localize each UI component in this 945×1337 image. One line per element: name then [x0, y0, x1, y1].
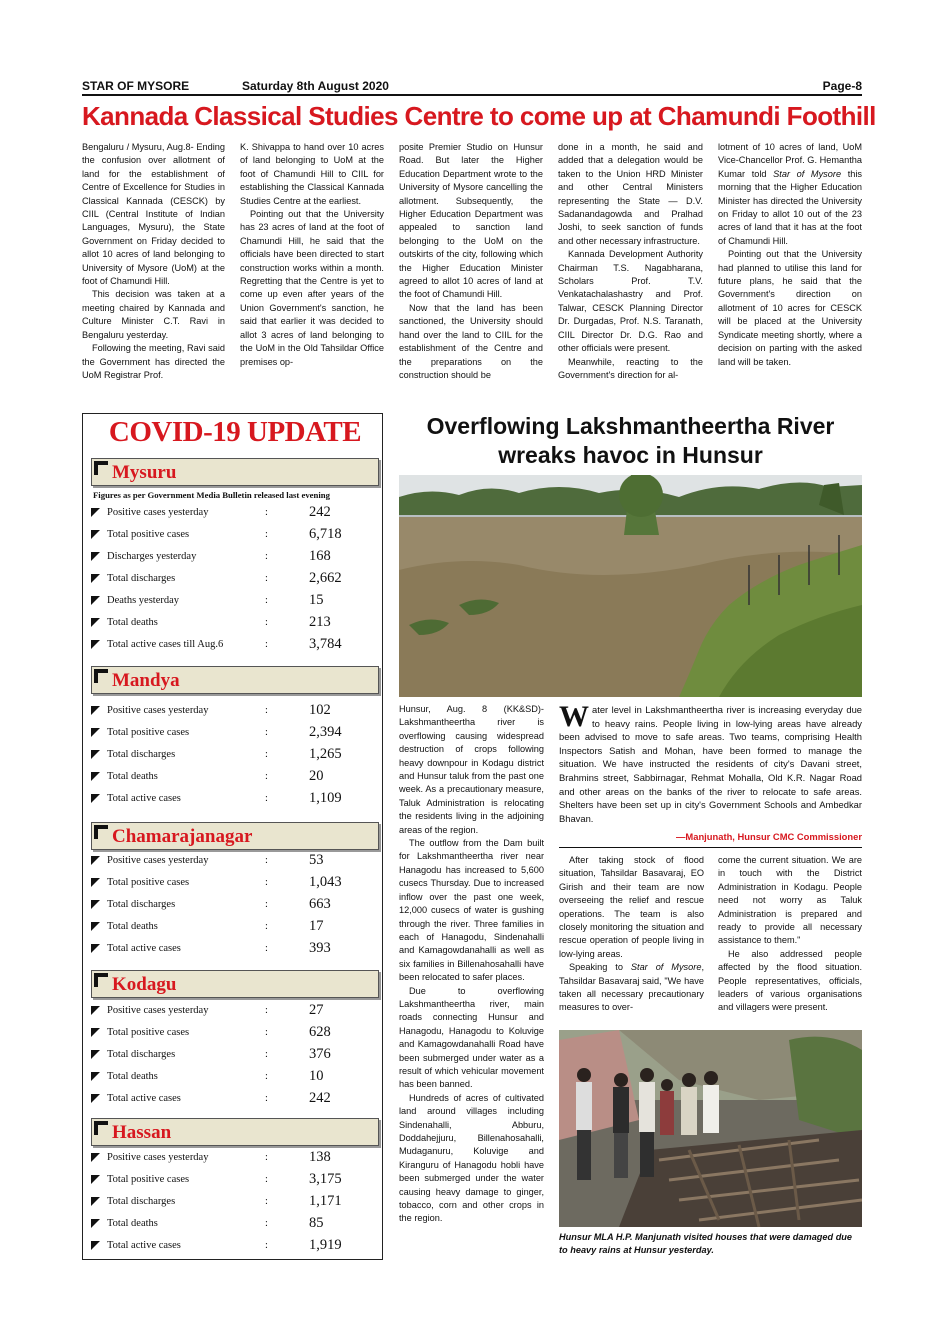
story1-c1-p1: Bengaluru / Mysuru, Aug.8- Ending the confusion over allotment of land for the establishment of Centre of Excellence for Studies in Classical Kannada (CESCK) by CIIL (Central Institute of Indian Languages, Mysuru), the State Government on Friday decided to allot 10 acres of land belonging to University of Mysore (UoM) at the foot of Chamundi Hill.	[82, 142, 225, 287]
story1-column-2	[240, 141, 384, 407]
stat-row: Total positive cases : 6,718	[91, 526, 381, 546]
covid-title: COVID-19 UPDATE	[108, 416, 362, 448]
stat-row: Positive cases yesterday : 27	[91, 1002, 381, 1022]
district-chamarajanagar: Chamarajanagar	[91, 822, 379, 850]
story2-c1-p1: Hunsur, Aug. 8 (KK&SD)- Lakshmantheertha river is overflowing causing widespread destruction of crops following heavy downpour in Kodagu district and Hunsur taluk from the past one week. As a precautionary measure, Taluk Administration is relocating the residents living in the adjoining areas of the region.	[399, 704, 544, 835]
district-hassan: Hassan	[91, 1118, 379, 1146]
newspaper-name: STAR OF MYSORE	[82, 79, 190, 93]
story1-c5-p2: Pointing out that the University had planned to utilise this land for future plans, he said that the Government's direction on allotment of 10 acres for CESCK will be placed at the University Syndicate meeting shortly, where a decision on parting with the asked land will be taken.	[718, 249, 862, 367]
story2-column-3	[718, 854, 862, 1022]
header-rule	[82, 94, 862, 96]
page-number: Page-8	[822, 79, 862, 93]
issue-date: Saturday 8th August 2020	[242, 79, 389, 93]
drop-cap: W	[559, 700, 589, 733]
stat-row: Positive cases yesterday : 242	[91, 504, 381, 524]
stat-row: Total deaths : 20	[91, 768, 381, 788]
flood-photo	[399, 475, 862, 697]
story1-c4-p1: done in a month, he said and added that a delegation would be taken to the Union HRD Minister and other Central Ministers representing the State — D.V. Sadanandagowda and Pralhad Joshi, to seek sanction of funds and other necessary infrastructure.	[558, 142, 703, 246]
stat-row: Total deaths : 213	[91, 614, 381, 634]
story1-column-1	[82, 141, 225, 407]
stat-row: Total positive cases : 2,394	[91, 724, 381, 744]
stat-row: Total deaths : 85	[91, 1215, 381, 1235]
story1-c4-p3: Meanwhile, reacting to the Government's direction for al-	[558, 356, 703, 380]
story1-c3-p2: Now that the land has been sanctioned, the University should hand over the land to CIIL for the establishment of the Centre and the preparations on the construction should be	[399, 302, 543, 380]
stat-row: Positive cases yesterday : 102	[91, 702, 381, 722]
story1-c3-p1: posite Premier Studio on Hunsur Road. But later the Higher Education Department wrote to the University of Mysore cancelling the allotment. Subsequently, the Higher Education Department was appealed to sanction land belonging to the UoM on the outskirts of the city, following which the Higher Education Minister agreed to allot 10 acres of land at the foot of Chamundi Hill.	[399, 142, 543, 300]
story2-c1-p2: The outflow from the Dam built for Lakshmantheertha river near Hanagodu has increased to 5,600 cusecs Thursday. Due to increased inflow over the past one week, 12,000 cusecs of water is gushing through the river. Three families in each of Hanagodu, Sindenahalli and Kamagowdanahalli as well as six families in Billenahosahalli have been relocated to safer places.	[399, 838, 544, 983]
stat-row: Total discharges : 2,662	[91, 570, 381, 590]
stat-row: Total active cases : 242	[91, 1090, 381, 1110]
story2-column-2	[559, 854, 704, 1022]
stat-row: Total discharges : 1,265	[91, 746, 381, 766]
stat-row: Total active cases till Aug.6 : 3,784	[91, 636, 381, 656]
stat-row: Total positive cases : 1,043	[91, 874, 381, 894]
stat-row: Total positive cases : 3,175	[91, 1171, 381, 1191]
story1-c1-p2: This decision was taken at a meeting chaired by Kannada and Culture Minister C.T. Ravi in Bengaluru yesterday.	[82, 289, 225, 340]
stat-row: Deaths yesterday : 15	[91, 592, 381, 612]
story1-headline: Kannada Classical Studies Centre to come up at Chamundi Foothill	[82, 101, 876, 131]
story2-c2-p1: After taking stock of flood situation, Tahsildar Basavaraj, EO Girish and their team are now overseeing the relief and rescue operations. The team is also closely monitoring the situation and rescue operation of people living in low-lying areas.	[559, 855, 704, 959]
story2-c1-p4: Hundreds of acres of cultivated land around villages including Sindenahalli, Abburu, Doddahejjuru, Billenahosahalli, Mudaganuru, Koluvige and Kiranguru of Hanagodu hobli have been submerged under the water causing heavy damage to ginger, tobacco, corn and other crops in the region.	[399, 1092, 544, 1224]
story2-c1-p3: Due to overflowing Lakshmantheertha river, main roads connecting Hunsur and Hanagodu, Hanagodu to Koluvige and Kamagowdanahalli Road have been submerged under water as a result of which vehicular movement has been banned.	[399, 985, 544, 1090]
damaged-houses-photo	[559, 1030, 862, 1227]
story1-c2-p2: Pointing out that the University has 23 acres of land at the foot of Chamundi Hill, he said that the officials have been directed to start construction works within a month. Regretting that the Centre is yet to come up even after years of the Union Government's sanction, he said that earlier it was decided to allot 3 acres of land belonging to the UoM in the Old Tahsildar Office premises op-	[240, 209, 384, 367]
stat-row: Positive cases yesterday : 53	[91, 852, 381, 872]
stat-row: Total positive cases : 628	[91, 1024, 381, 1044]
story1-column-3	[399, 141, 543, 407]
commissioner-quote: Water level in Lakshmantheertha river is increasing everyday due to heavy rains. People living in low-lying areas have already been advised to move to safe areas. Two teams, comprising Health Inspectors Satish and Mohan, have been formed to manage the situation. We have instructed the residents of city's Davani street, Brahmins street, Sabbirnagar, Rehmat Mohalla, Old K.R. Nagar Road and other areas on the banks of the river to relocate to safe areas. Shelters have been set up in city's Government Schools and Ambedkar Bhavan.	[559, 700, 862, 824]
district-mandya: Mandya	[91, 666, 379, 694]
story2-c3-p2: He also addressed people affected by the flood situation. People representatives, officials, leaders of various organisations and villagers were present.	[718, 948, 862, 1013]
story2-headline: Overflowing Lakshmantheertha River wreaks havoc in Hunsur	[426, 413, 835, 468]
stat-row: Total deaths : 10	[91, 1068, 381, 1088]
district-kodagu: Kodagu	[91, 970, 379, 998]
stat-row: Total deaths : 17	[91, 918, 381, 938]
bulletin-note: Figures as per Government Media Bulletin released last evening	[93, 490, 330, 500]
story2-column-1	[399, 703, 544, 1260]
story1-column-4	[558, 141, 703, 407]
stat-row: Total active cases : 1,109	[91, 790, 381, 810]
photo-caption: Hunsur MLA H.P. Manjunath visited houses that were damaged due to heavy rains at Hunsur yesterday.	[559, 1232, 853, 1255]
stat-row: Total discharges : 1,171	[91, 1193, 381, 1213]
story1-c1-p3: Following the meeting, Ravi said the Government has directed the UoM Registrar Prof.	[82, 343, 225, 380]
stat-row: Total active cases : 393	[91, 940, 381, 960]
covid-update-box	[82, 413, 383, 1260]
story2-c3-p1: come the current situation. We are in touch with the District Administration in Kodagu. People need not worry as Taluk Administration is prepared and ready to provide all necessary assistance to them."	[718, 855, 862, 946]
quote-rule	[559, 847, 862, 848]
story1-c5-p1: lotment of 10 acres of land, UoM Vice-Chancellor Prof. G. Hemantha Kumar told Star of Mysore this morning that the Higher Education Minister has directed the University on Friday to allot 10 out of the 23 acres of land that it has at the foot of Chamundi Hill.	[718, 142, 862, 246]
story1-c4-p2: Kannada Development Authority Chairman T.S. Nagabharana, Scholars Prof. T.V. Venkatachalashastry and Prof. Talwar, CESCK Planning Director Dr. Durgadas, Prof. N.S. Taranath, CIIL Director Dr. D.G. Rao and other officials were present.	[558, 249, 703, 354]
story2-c2-p2: Speaking to Star of Mysore, Tahsildar Basavaraj said, "We have taken all necessary precautionary measures to over-	[559, 962, 704, 1013]
story1-column-5	[718, 141, 862, 407]
story1-c2-p1: K. Shivappa to hand over 10 acres of land belonging to UoM at the foot of Chamundi Hill to CIIL for establishing the Classical Kannada Studies Centre at the earliest.	[240, 142, 384, 206]
stat-row: Discharges yesterday : 168	[91, 548, 381, 568]
stat-row: Total discharges : 663	[91, 896, 381, 916]
stat-row: Total discharges : 376	[91, 1046, 381, 1066]
quote-attribution: —Manjunath, Hunsur CMC Commissioner	[676, 831, 862, 842]
district-mysuru: Mysuru	[91, 458, 379, 486]
stat-row: Positive cases yesterday : 138	[91, 1149, 381, 1169]
stat-row: Total active cases : 1,919	[91, 1237, 381, 1257]
